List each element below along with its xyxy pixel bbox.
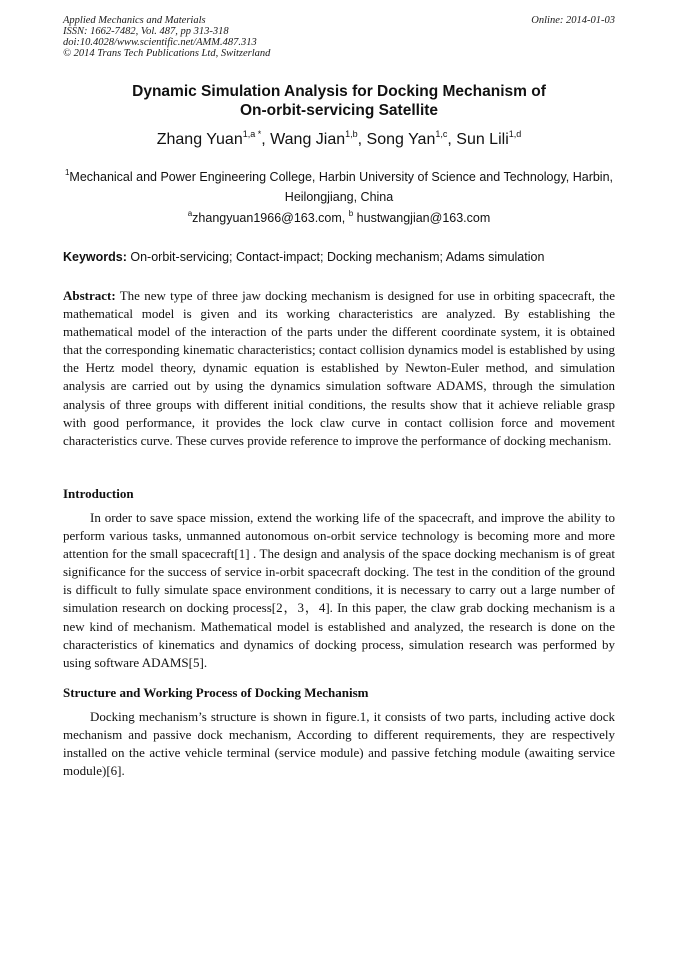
email-a: zhangyuan1966@163.com, [192,211,349,225]
author-affiliation-mark: 1,c [435,129,448,139]
affiliation [63,167,615,207]
author-name: Wang Jian [270,131,346,148]
author-name: Sun Lili [456,131,509,148]
author-separator: , [357,131,367,148]
title-line-2: On-orbit-servicing Satellite [239,102,439,119]
journal-name: Applied Mechanics and Materials [63,15,206,26]
title-line-1: Dynamic Simulation Analysis for Docking Mechanism of [132,83,546,100]
email-mark-b: b [348,209,354,218]
keywords [63,248,615,266]
structure-paragraph [63,708,615,780]
email-b: hustwangjian@163.com [353,211,491,225]
author-affiliation-mark: 1,d [508,129,522,139]
author-emails [63,209,615,227]
affiliation-text: Mechanical and Power Engineering College, Harbin University of Science and Technology, Harbin, Heilongjiang, China [69,170,614,204]
author-separator: , [447,131,457,148]
abstract-text: The new type of three jaw docking mechanism is designed for use in orbiting spacecraft, the mathematical model is given and its working characteristics are analyzed. By establishing the mathematical model of the interaction of the parts under the different coordinate system, it is obtained that the corresponding kinematic characteristics; contact collision dynamics model is established by using the Hertz model theory, dynamic equation is established by Newton-Euler method, and simulation analysis are carried out by using the dynamics simulation software ADAMS, through the simulation analysis of three groups with different initial conditions, the results show that it achieve reliable grasp with good performance, it provides the lock claw curve in contact collision force and movement characteristics curve. These curves provide reference to improve the performance of docking mechanism. [63,288,615,448]
introduction-text: In order to save space mission, extend the working life of the spacecraft, and improve the ability to perform various tasks, unmanned autonomous on-orbit service technology is becoming more and more attention for the small spacecraft[1] . The design and analysis of the space docking mechanism is of great significance for the success of service in-orbit spacecraft docking. The test in the condition of the ground is difficult to fully simulate space environment conditions, it is necessary to carry out a large number of simulation research on docking process[2，3，4]. In this paper, the claw grab docking mechanism is a new kind of mechanism. Mathematical model is established and analyzed, the research is done on the characteristics of kinematics and dynamics of docking process, simulation research was performed by using software ADAMS[5]. [63,510,615,670]
journal-header [63,15,615,59]
issn-line: ISSN: 1662-7482, Vol. 487, pp 313-318 [63,26,229,37]
author-separator: , [261,131,271,148]
keywords-label: Keywords: [63,250,127,264]
author-affiliation-mark: 1,a * [242,129,262,139]
structure-heading: Structure and Working Process of Docking Mechanism [63,685,369,700]
introduction-heading: Introduction [63,486,134,501]
structure-text: Docking mechanism’s structure is shown in figure.1, it consists of two parts, including active dock mechanism and passive dock mechanism, According to different requirements, they are respectively installed on the active vehicle terminal (service module) and passive fetching module (awaiting service module)[6]. [63,709,615,779]
abstract [63,287,615,450]
author-name: Song Yan [366,131,436,148]
author-affiliation-mark: 1,b [345,129,358,139]
introduction-paragraph [63,509,615,672]
copyright-line: © 2014 Trans Tech Publications Ltd, Switzerland [63,48,271,59]
paper-title [63,82,615,120]
online-date: Online: 2014-01-03 [531,15,615,26]
author-name: Zhang Yuan [156,131,243,148]
email-mark-a: a [187,209,193,218]
doi-line: doi:10.4028/www.scientific.net/AMM.487.313 [63,37,257,48]
affiliation-mark: 1 [64,168,70,177]
abstract-label: Abstract: [63,288,116,303]
author-list [63,130,615,150]
keywords-text: On-orbit-servicing; Contact-impact; Docking mechanism; Adams simulation [126,250,545,264]
